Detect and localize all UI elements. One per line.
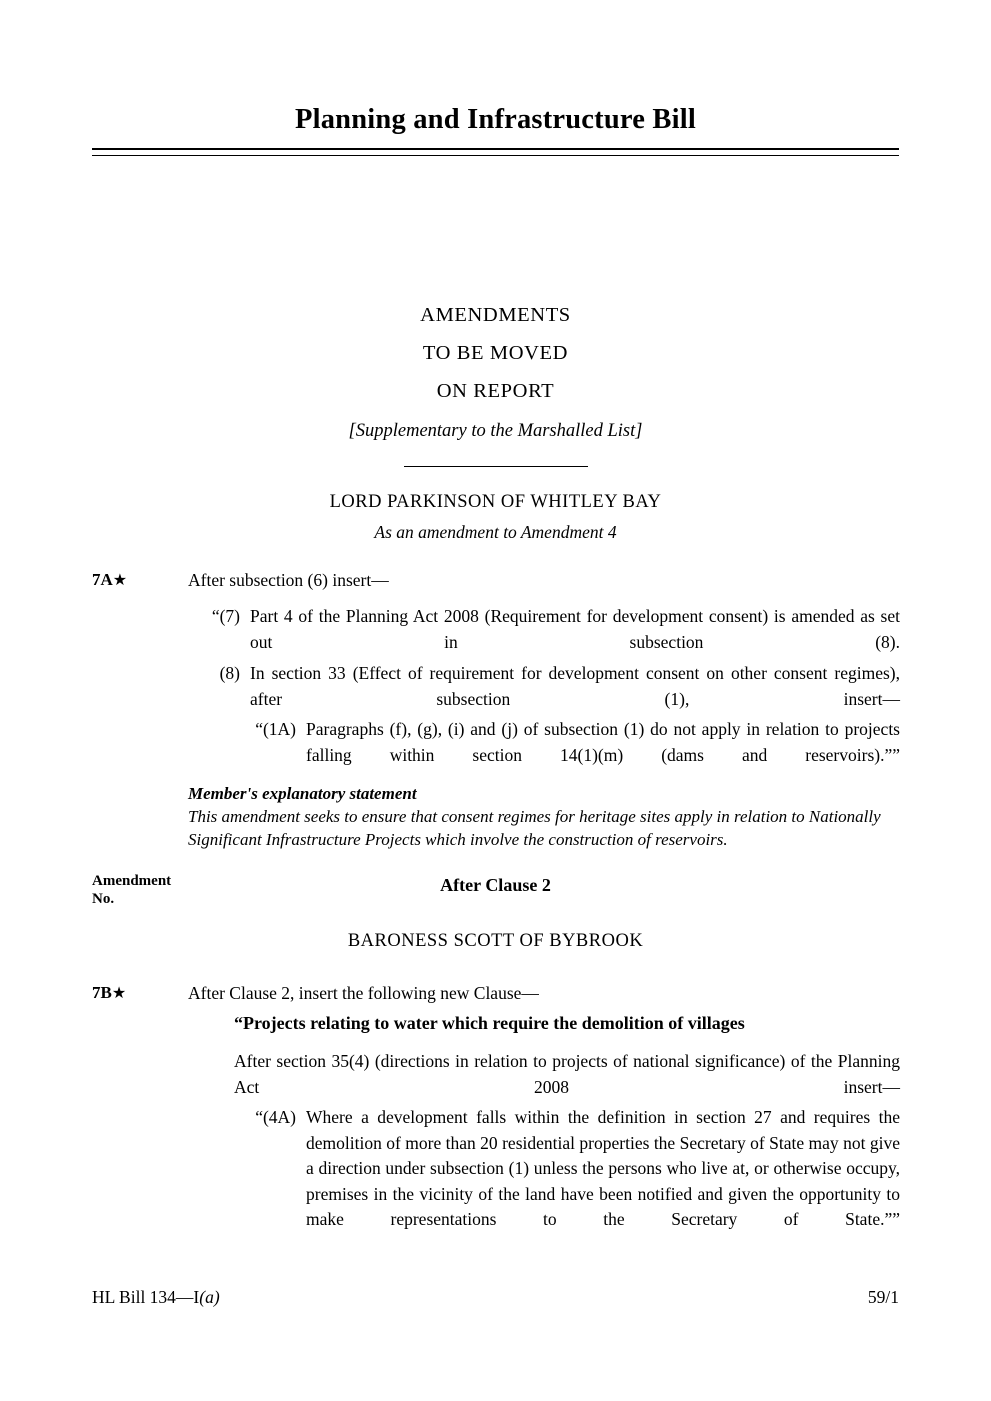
paragraph-8-marker: (8) (219, 663, 240, 683)
lead-in-7a: After subsection (6) insert— (188, 570, 389, 590)
paragraph-7-marker: “(7) (211, 606, 240, 626)
sponsor-name-parkinson: LORD PARKINSON OF WHITLEY BAY (329, 492, 662, 512)
amendment-no-label-line1: Amendment (92, 873, 172, 889)
heading-on-report: ON REPORT (436, 380, 555, 402)
paragraph-1a-marker: “(1A) (255, 719, 296, 739)
footer-bill-reference-main: HL Bill 134—I (92, 1287, 200, 1307)
supplementary-note: [Supplementary to the Marshalled List] (348, 421, 643, 441)
paragraph-7-text: Part 4 of the Planning Act 2008 (Requirement for development consent) is amended as set out in subsection (8). (250, 606, 900, 652)
paragraph-4a-marker: “(4A) (255, 1107, 296, 1127)
star-icon: ★ (112, 572, 128, 589)
sponsor-name-scott: BARONESS SCOTT OF BYBROOK (347, 931, 644, 951)
amendment-number-7a-text: 7A (92, 570, 113, 589)
explanatory-statement-text: This amendment seeks to ensure that consent regimes for heritage sites apply in relation to Nationally Significant Infrastructure Projects which involve the construction of reservoirs. (188, 807, 881, 849)
explanatory-statement (188, 782, 900, 851)
sponsor-note-parkinson: As an amendment to Amendment 4 (374, 522, 617, 542)
new-clause-intro-text: After section 35(4) (directions in relation to projects of national significance) of the Planning Act 2008 insert— (234, 1051, 900, 1097)
amendment-no-label-line2: No. (92, 891, 115, 907)
page-title: Planning and Infrastructure Bill (295, 104, 696, 135)
heading-to-be-moved: TO BE MOVED (422, 342, 569, 364)
footer-bill-reference-suffix: (a) (199, 1287, 220, 1307)
paragraph-4a-text: Where a development falls within the definition in section 27 and requires the demolition of more than 20 residential properties the Secretary of State may not give a direction under subsection (1) unless the persons who live at, or otherwise occupy, premises in the vicinity of the land have been notified and given the opportunity to make representations to the Secretary of State.”” (306, 1107, 900, 1229)
title-divider-rule (92, 148, 899, 156)
amendment-number-7b-text: 7B (92, 983, 112, 1002)
heading-amendments: AMENDMENTS (420, 304, 571, 326)
paragraph-8-text: In section 33 (Effect of requirement for development consent on other consent regimes), after subsection (1), insert— (250, 663, 900, 709)
paragraph-4a (234, 1105, 900, 1258)
footer-bill-reference (92, 1287, 220, 1308)
amendment-number-7b (92, 983, 126, 1003)
amendment-number-7a (92, 570, 127, 590)
paragraph-1a-text: Paragraphs (f), (g), (i) and (j) of subsection (1) do not apply in relation to projects falling within section 14(1)(m) (dams and reservoirs).”” (306, 719, 900, 765)
lead-in-7b: After Clause 2, insert the following new Clause— (188, 983, 539, 1003)
new-clause-title: “Projects relating to water which require the demolition of villages (234, 1013, 745, 1033)
footer-page-reference: 59/1 (867, 1287, 899, 1307)
star-icon-7b: ★ (111, 985, 127, 1002)
section-divider-rule (404, 466, 588, 467)
explanatory-statement-heading: Member's explanatory statement (188, 784, 417, 803)
clause-heading-after-clause-2: After Clause 2 (440, 875, 551, 895)
